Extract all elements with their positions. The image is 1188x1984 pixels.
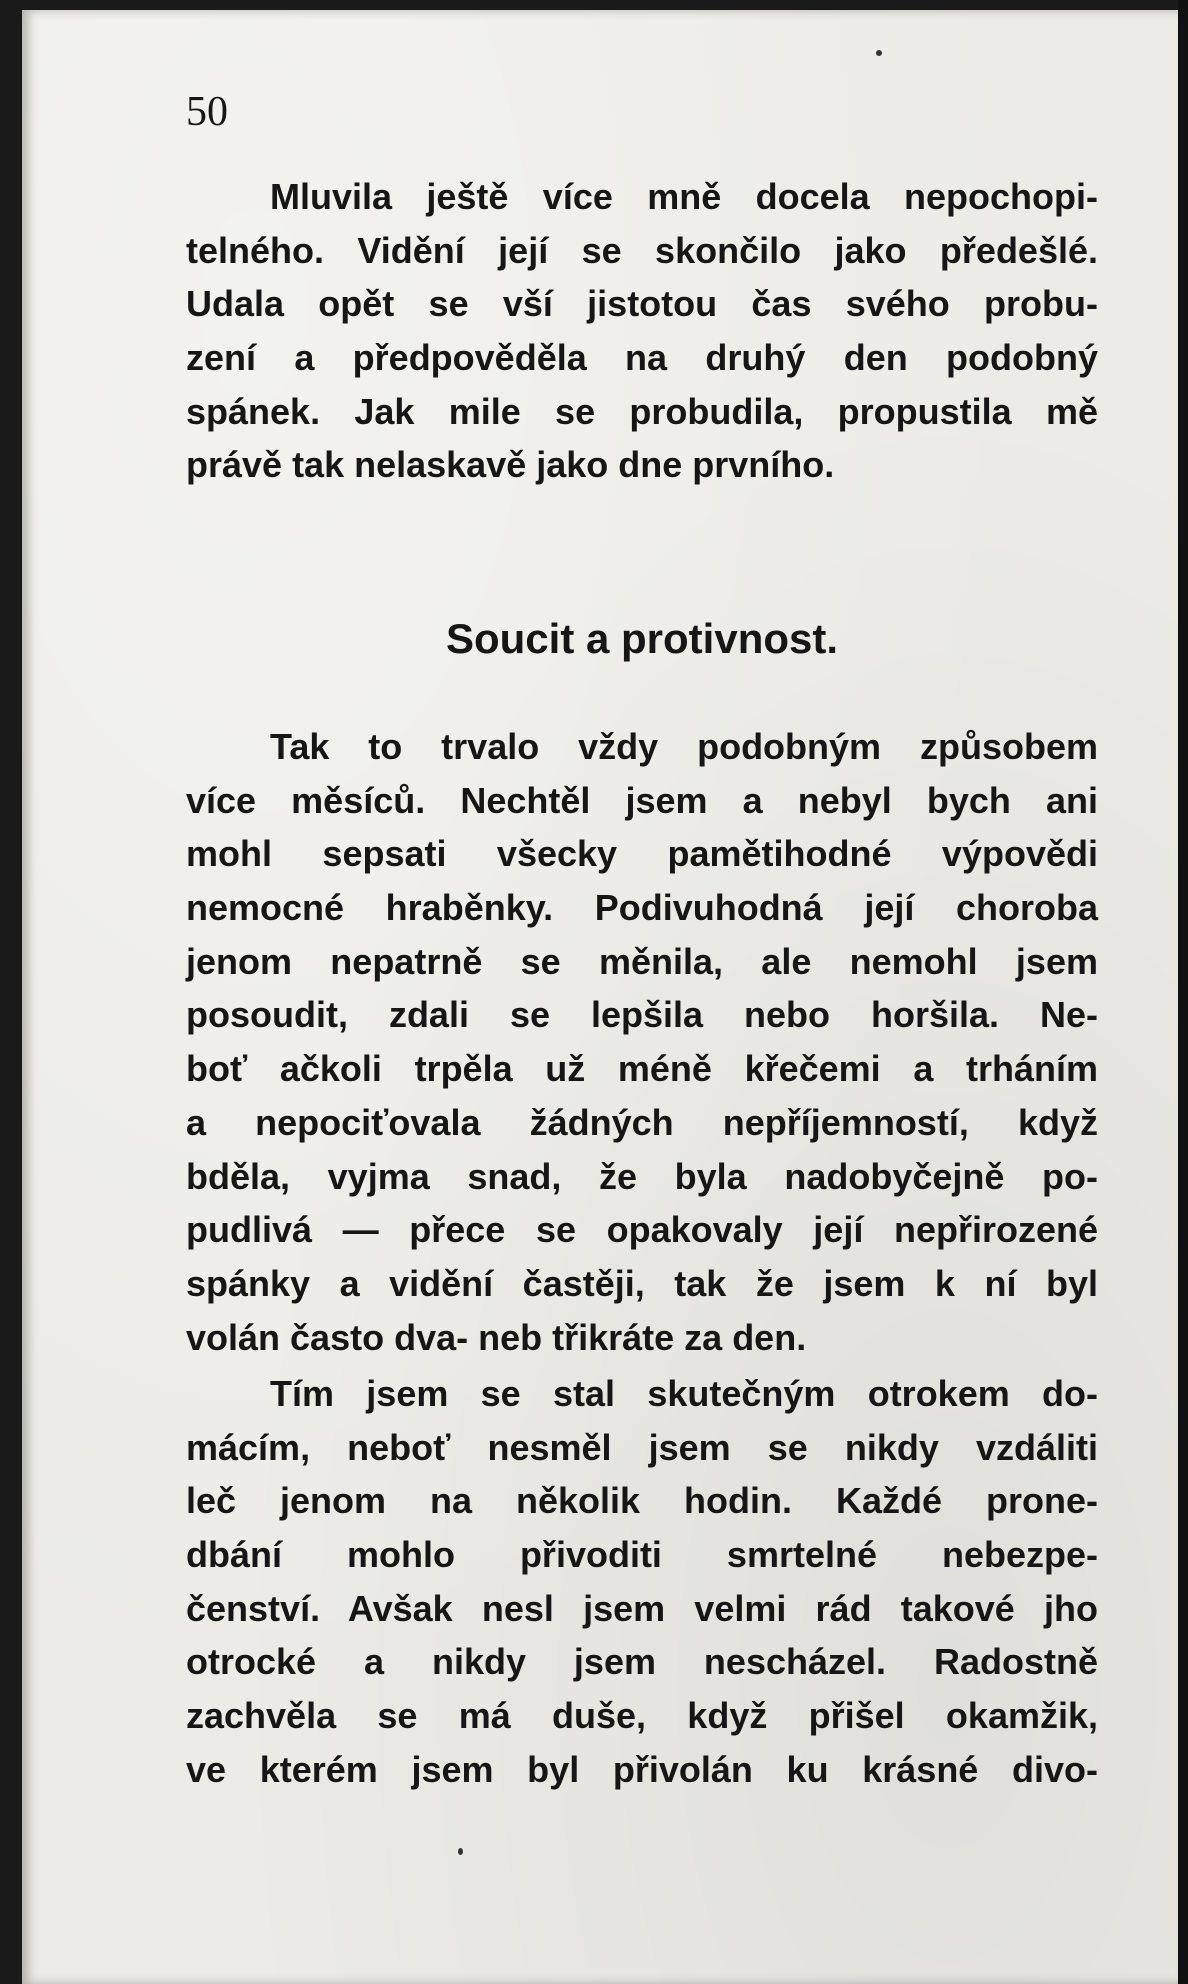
text-line: volán často dva- neb třikráte za den.: [186, 1316, 807, 1358]
paragraph-1: [186, 170, 1098, 492]
text-line: ve kterém jsem byl přivolán ku krásné divo-: [186, 1748, 1098, 1790]
text-line: jenom nepatrně se měnila, ale nemohl jsem: [186, 940, 1098, 982]
text-line: mohl sepsati všecky pamětihodné výpovědi: [186, 833, 1098, 875]
paragraph-2: [186, 720, 1098, 1364]
page-edge-shadow: [1178, 0, 1188, 1984]
text-line: Tím jsem se stal skutečným otrokem do-: [270, 1373, 1098, 1414]
section-heading: Soucit a protivnost.: [445, 615, 839, 662]
text-line: a nepociťovala žádných nepříjemností, když: [186, 1101, 1098, 1143]
text-line: zení a předpověděla na druhý den podobný: [186, 337, 1098, 379]
print-speck: [458, 1848, 463, 1855]
text-line: nemocné hraběnky. Podivuhodná její choroba: [186, 887, 1098, 929]
text-line: pudlivá — přece se opakovaly její nepřirozené: [186, 1209, 1098, 1251]
text-line: Mluvila ještě více mně docela nepochopi-: [270, 176, 1098, 217]
text-line: otrocké a nikdy jsem nescházel. Radostně: [186, 1641, 1098, 1683]
text-line: Tak to trvalo vždy podobným způsobem: [270, 726, 1098, 767]
text-line: Udala opět se vší jistotou čas svého probu-: [186, 283, 1098, 325]
text-line: posoudit, zdali se lepšila nebo horšila. Ne-: [186, 994, 1098, 1036]
text-line: leč jenom na několik hodin. Každé prone-: [186, 1480, 1098, 1522]
text-line: zachvěla se má duše, když přišel okamžik,: [186, 1695, 1098, 1737]
text-line: dbání mohlo přivoditi smrtelné nebezpe-: [186, 1534, 1098, 1576]
text-line: čenství. Avšak nesl jsem velmi rád takové jho: [186, 1587, 1098, 1629]
text-line: právě tak nelaskavě jako dne prvního.: [186, 444, 835, 486]
page-number: 50: [186, 89, 228, 135]
paragraph-3: [186, 1367, 1098, 1797]
text-line: spánek. Jak mile se probudila, propustila mě: [186, 390, 1098, 432]
text-line: telného. Vidění její se skončilo jako předešlé.: [186, 229, 1098, 271]
text-line: mácím, neboť nesměl jsem se nikdy vzdáliti: [186, 1426, 1098, 1468]
text-line: boť ačkoli trpěla už méně křečemi a trháním: [186, 1048, 1098, 1090]
text-line: více měsíců. Nechtěl jsem a nebyl bych ani: [186, 779, 1098, 821]
text-line: spánky a vidění častěji, tak že jsem k ní byl: [186, 1262, 1098, 1304]
print-speck: [876, 50, 882, 56]
text-line: bděla, vyjma snad, že byla nadobyčejně po-: [186, 1155, 1098, 1197]
